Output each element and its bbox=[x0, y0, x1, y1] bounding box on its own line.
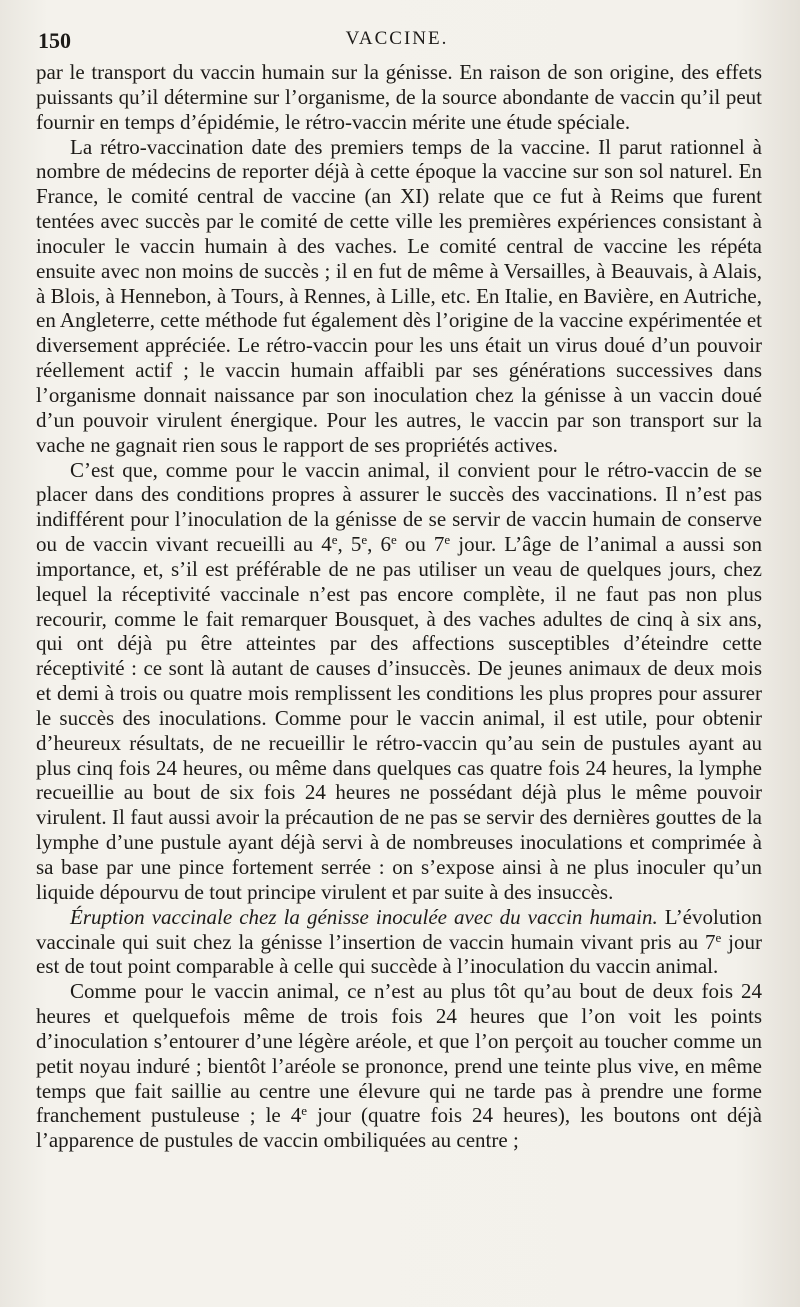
superscript: e bbox=[361, 532, 368, 548]
superscript: e bbox=[331, 532, 338, 548]
section-heading-italic: Éruption vaccinale chez la génisse inoculée avec du vaccin humain. bbox=[70, 904, 658, 929]
page-number: 150 bbox=[38, 28, 71, 53]
text-segment: jour (quatre fois 24 heures), les boutons ont déjà l’apparence de pustules de vaccin ombiliquées au centre ; bbox=[36, 1103, 762, 1153]
paragraph-3 bbox=[36, 458, 762, 905]
paragraph-2: La rétro-vaccination date des premiers temps de la vaccine. Il parut rationnel à nombre de médecins de reporter déjà à cette époque la vaccine sur son sol naturel. En France, le comité central de vaccine (an XI) relate que ce fut à Reims que furent tentées avec succès par le comité de cette ville les premières expériences consistant à inoculer le vaccin humain à des vaches. Le comité central de vaccine les répéta ensuite avec non moins de succès ; il en fut de même à Versailles, à Beauvais, à Alais, à Blois, à Hennebon, à Tours, à Rennes, à Lille, etc. En Italie, en Bavière, en Autriche, en Angleterre, cette méthode fut également dès l’origine de la vaccine expérimentée et diversement appréciée. Le rétro-vaccin pour les uns était un virus doué d’un pouvoir réellement actif ; le vaccin humain affaibli par ses générations successives dans l’organisme donnait naissance par son inoculation chez la génisse à un vaccin doué d’un pouvoir virulent énergique. Pour les autres, le vaccin par son transport sur la vache ne gagnait rien sous le rapport de ses propriétés actives. bbox=[36, 134, 762, 457]
text-segment: , 5 bbox=[337, 532, 362, 557]
paragraph-4 bbox=[36, 905, 762, 980]
paragraph-5 bbox=[36, 979, 762, 1153]
superscript: e bbox=[301, 1103, 308, 1119]
superscript: e bbox=[715, 929, 722, 945]
paragraph-1: par le transport du vaccin humain sur la génisse. En raison de son origine, des effets puissants qu’il détermine sur l’organisme, de la source abondante de vaccin qu’il peut fournir en temps d’épidémie, le rétro-vaccin mérite une étude spéciale. bbox=[36, 60, 762, 134]
text-segment: jour. L’âge de l’animal a aussi son importance, et, s’il est préférable de ne pas utiliser un veau de quelques jours, chez lequel la réceptivité vaccinale n’est pas encore complète, il ne faut pas non plus recourir, comme le fait remarquer Bousquet, à des vaches adultes de cinq à six ans, qui ont déjà pu être atteintes par des affections susceptibles d’éteindre cette réceptivité : ce sont là autant de causes d’insuccès. De jeunes animaux de deux mois et demi à trois ou quatre mois remplissent les conditions les plus propres pour assurer le succès des inoculations. Comme pour le vaccin animal, il est utile, pour obtenir d’heureux résultats, de ne recueillir le rétro-vaccin qu’au sein de pustules ayant au plus cinq fois 24 heures, ou même dans quelques cas quatre fois 24 heures, la lymphe recueillie au bout de six fois 24 heures ne possédant déjà plus le même pouvoir virulent. Il faut aussi avoir la précaution de ne pas se servir des dernières gouttes de la lymphe d’une pustule ayant déjà servi à de nombreuses inoculations et comprimée à sa base par une pince fortement serrée : on s’expose ainsi à ne plus inoculer qu’un liquide dépourvu de tout principe virulent et par suite à des insuccès. bbox=[36, 532, 763, 904]
superscript: e bbox=[444, 532, 451, 548]
running-title: VACCINE. bbox=[345, 28, 449, 49]
text-segment: ou 7 bbox=[396, 532, 445, 557]
text-segment: L’évolution vaccinale qui suit chez la génisse l’insertion de vaccin humain vivant pris au 7 bbox=[36, 904, 763, 954]
superscript: e bbox=[390, 532, 397, 548]
text-segment: , 6 bbox=[367, 532, 391, 557]
text-segment: jour est de tout point comparable à celle qui succède à l’inoculation du vaccin animal. bbox=[36, 929, 763, 979]
page-header bbox=[34, 22, 760, 56]
text-segment: C’est que, comme pour le vaccin animal, il convient pour le rétro-vaccin de se placer dans des conditions propres à assurer le succès des vaccinations. Il n’est pas indifférent pour l’inoculation de la génisse de se servir de vaccin humain de conserve ou de vaccin vivant recueilli au 4 bbox=[36, 457, 762, 557]
body-text bbox=[36, 60, 762, 1153]
text-segment: Comme pour le vaccin animal, ce n’est au plus tôt qu’au bout de deux fois 24 heures et quelquefois même de trois fois 24 heures que l’on voit les points d’inoculation s’entourer d’une légère aréole, et que l’on perçoit au toucher comme un petit noyau induré ; bientôt l’aréole se prononce, prend une teinte plus vive, en même temps que fait saillie au centre une élevure qui ne tarde pas à prendre une forme franchement pustuleuse ; le 4 bbox=[36, 979, 762, 1128]
